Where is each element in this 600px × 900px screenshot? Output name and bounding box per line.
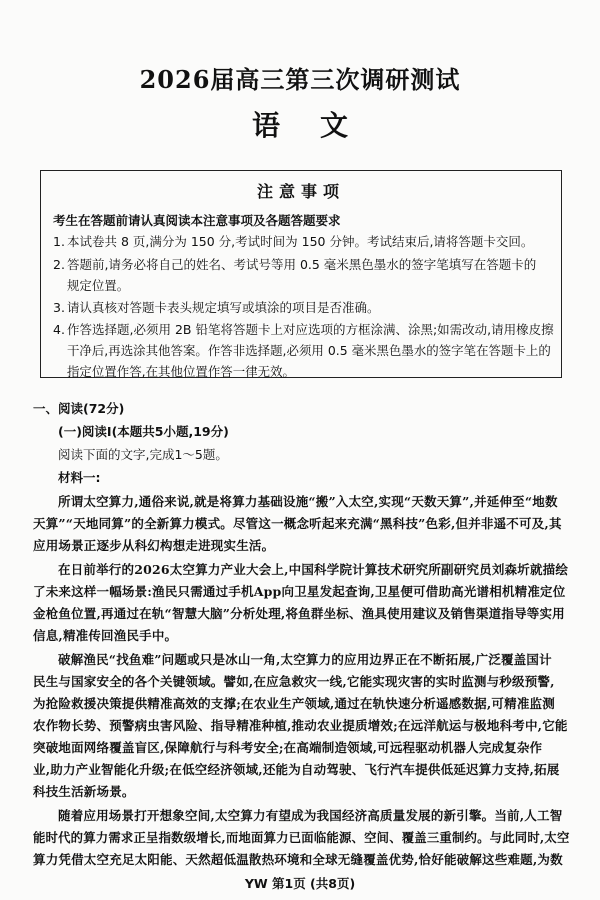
notice-item-text: 本试卷共 8 页,满分为 150 分,考试时间为 150 分钟。考试结束后,请将答题卡交回。: [67, 234, 534, 249]
passage-line: 突破地面网络覆盖盲区,保障航行与科考安全;在高端制造领域,可远程驱动机器人完成复杂作: [33, 740, 543, 755]
passage-line: 为抢险救援决策提供精准高效的支撑;在农业生产领域,通过在轨快速分析遥感数据,可精准监测: [33, 696, 555, 711]
passage-line: 天算”“天地同算”的全新算力模式。尽管这一概念听起来充满“黑科技”色彩,但并非遥不可及,其: [33, 516, 562, 531]
passage-line: 信息,精准传回渔民手中。: [33, 628, 178, 643]
notice-item-text: 指定位置作答,在其他位置作答一律无效。: [66, 364, 296, 379]
passage-line: 随着应用场景打开想象空间,太空算力有望成为我国经济高质量发展的新引擎。当前,人工智: [58, 808, 563, 823]
passage-line: 所谓太空算力,通俗来说,就是将算力基础设施“搬”入太空,实现“天数天算”,并延伸至“地数: [58, 494, 558, 509]
passage-line: 破解渔民“找鱼难”问题或只是冰山一角,太空算力的应用边界正在不断拓展,广泛覆盖国计: [58, 652, 552, 667]
passage-line: 在日前举行的2026太空算力产业大会上,中国科学院计算技术研究所副研究员刘森圻就描绘: [58, 562, 569, 577]
notice-item: [53, 297, 558, 318]
passage-line: 业,助力产业智能化升级;在低空经济领域,还能为自动驾驶、飞行汽车提供低延迟算力支持,拓展: [33, 762, 560, 777]
reading-subtitle: (一)阅读Ⅰ(本题共5小题,19分): [58, 424, 229, 439]
section-title: 一、阅读(72分): [33, 401, 125, 416]
passage-line: 了未来这样一幅场景:渔民只需通过手机App向卫星发起查询,卫星便可借助高光谱相机精准定位: [33, 584, 566, 599]
notice-item-text: 干净后,再选涂其他答案。作答非选择题,必须用 0.5 毫米黑色墨水的签字笔在答题卡上的: [66, 343, 551, 358]
notice-item-text: 作答选择题,必须用 2B 铅笔将答题卡上对应选项的方框涂满、涂黑;如需改动,请用橡皮擦: [67, 322, 554, 337]
passage-line: 能时代的算力需求正呈指数级增长,而地面算力已面临能源、空间、覆盖三重制约。与此同时,太空: [33, 830, 570, 845]
subject-title: 语文: [251, 109, 388, 142]
notice-item: [53, 254, 558, 296]
notice-item-text: 答题前,请务必将自己的姓名、考试号等用 0.5 毫米黑色墨水的签字笔填写在答题卡的: [67, 257, 537, 272]
notice-item-number: 4.: [53, 322, 65, 337]
passage-line: 科技生活新场景。: [33, 784, 135, 799]
notice-item-number: 2.: [53, 257, 65, 272]
notice-box: [40, 170, 562, 378]
notice-title: 注意事项: [256, 182, 345, 201]
notice-item-number: 3.: [53, 300, 65, 315]
notice-item-text: 请认真核对答题卡表头规定填写或填涂的项目是否准确。: [67, 300, 380, 315]
notice-item: [53, 231, 558, 252]
material-label: 材料一:: [58, 470, 101, 485]
passage-line: 民生与国家安全的各个关键领域。譬如,在应急救灾一线,它能实现灾害的实时监测与秒级预警,: [33, 674, 555, 689]
notice-item-text: 规定位置。: [66, 278, 130, 293]
passage-line: 金枪鱼位置,再通过在轨“智慧大脑”分析处理,将鱼群坐标、渔具使用建议及销售渠道指导等实用: [33, 606, 565, 621]
notice-lead: 考生在答题前请认真阅读本注意事项及各题答题要求: [53, 213, 341, 228]
exam-title: 2026届高三第三次调研测试: [139, 65, 461, 94]
notice-item-number: 1.: [53, 234, 65, 249]
passage-line: 应用场景正逐步从科幻构想走进现实生活。: [33, 538, 275, 553]
reading-instruction: 阅读下面的文字,完成1～5题。: [58, 447, 228, 462]
page-footer: YW 第1页 (共8页): [244, 876, 356, 891]
passage-line: 算力凭借太空充足太阳能、天然超低温散热环境和全球无缝覆盖优势,恰好能破解这些难题,为数: [33, 852, 563, 867]
notice-item: [53, 319, 558, 382]
passage-line: 农作物长势、预警病虫害风险、指导精准种植,推动农业提质增效;在远洋航运与极地科考中,它能: [33, 718, 568, 733]
